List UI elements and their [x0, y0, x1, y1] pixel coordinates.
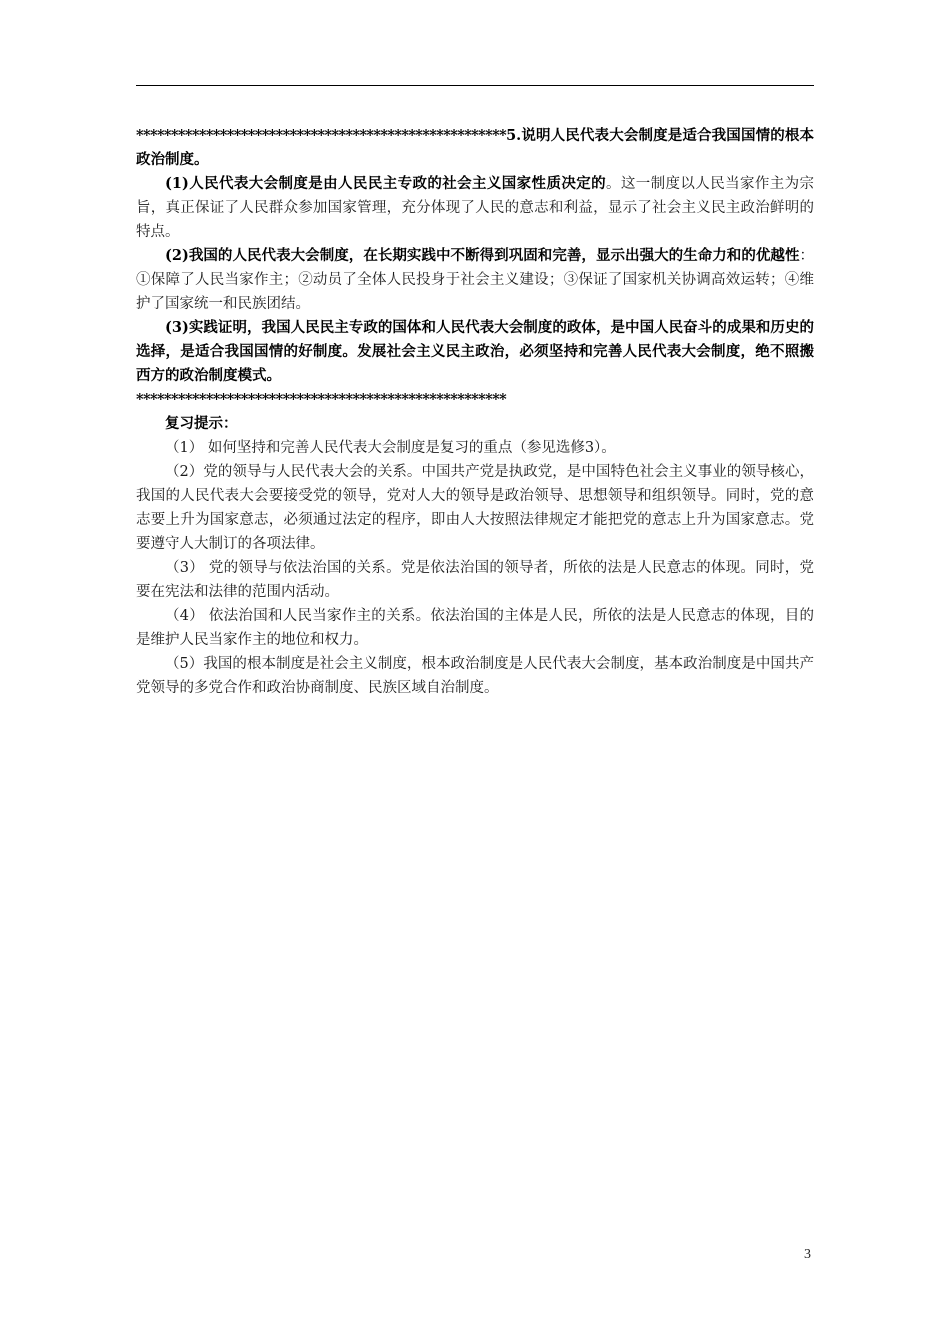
point-2-thesis: (2)我国的人民代表大会制度，在长期实践中不断得到巩固和完善，显示出强大的生命力和的优越性 [165, 247, 800, 264]
point-2 [136, 244, 814, 316]
review-item: （5）我国的根本制度是社会主义制度，根本政治制度是人民代表大会制度，基本政治制度是中国共产党领导的多党合作和政治协商制度、民族区域自治制度。 [136, 656, 814, 696]
review-heading: 复习提示： [165, 415, 238, 432]
page-number: 3 [804, 1247, 811, 1262]
header-rule [136, 85, 814, 86]
star-divider-bottom: ***************************************************** [136, 391, 507, 408]
point-1-thesis: (1)人民代表大会制度是由人民民主专政的社会主义国家性质决定的 [165, 175, 606, 192]
point-1-explanation: 。这一制度以人民当家作主为宗旨，真正保证了人民群众参加国家管理，充分体现了人民的意志和利益，显示了社会主义民主政治鲜明的特点。 [136, 176, 815, 240]
star-divider-top: ***************************************************** [136, 127, 507, 144]
document-body [136, 124, 814, 700]
review-item: （4） 依法治国和人民当家作主的关系。依法治国的主体是人民，所依的法是人民意志的体现，目的是维护人民当家作主的地位和权力。 [136, 608, 814, 648]
review-item: （3） 党的领导与依法治国的关系。党是依法治国的领导者，所依的法是人民意志的体现。同时，党要在宪法和法律的范围内活动。 [136, 560, 814, 600]
review-item: （2）党的领导与人民代表大会的关系。中国共产党是执政党，是中国特色社会主义事业的领导核心，我国的人民代表大会要接受党的领导，党对人大的领导是政治领导、思想领导和组织领导。同时，党的意志要上升为国家意志，必须通过法定的程序，即由人大按照法律规定才能把党的意志上升为国家意志。党要遵守人大制订的各项法律。 [136, 464, 814, 552]
point-1 [136, 172, 814, 244]
review-item: （1） 如何坚持和完善人民代表大会制度是复习的重点（参见选修3）。 [165, 440, 616, 456]
section-5-title [136, 124, 814, 172]
point-3: (3)实践证明，我国人民民主专政的国体和人民代表大会制度的政体，是中国人民奋斗的成果和历史的选择，是适合我国国情的好制度。发展社会主义民主政治，必须坚持和完善人民代表大会制度，绝不照搬西方的政治制度模式。 [136, 319, 814, 384]
section-heading: 5.说明人民代表大会制度是适合我国国情的根本政治制度。 [136, 127, 814, 168]
point-2-explanation: ：①保障了人民当家作主；②动员了全体人民投身于社会主义建设；③保证了国家机关协调高效运转；④维护了国家统一和民族团结。 [136, 248, 814, 312]
